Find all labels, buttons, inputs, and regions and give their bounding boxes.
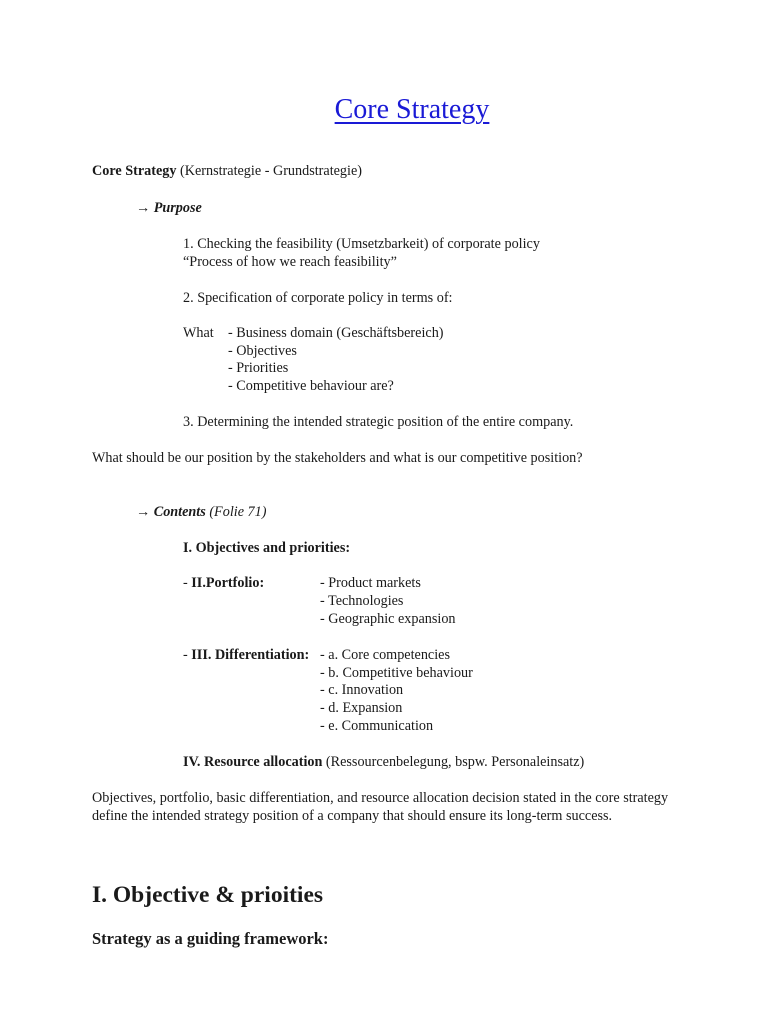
differentiation-item-expansion: - d. Expansion bbox=[320, 700, 403, 716]
differentiation-item-communication: - e. Communication bbox=[320, 718, 434, 734]
what-item-objectives: - Objectives bbox=[228, 343, 297, 359]
what-item-competitive-behaviour: - Competitive behaviour are? bbox=[228, 378, 394, 394]
differentiation-label bbox=[183, 647, 309, 665]
portfolio-item-technologies: - Technologies bbox=[320, 593, 404, 609]
stakeholder-question: What should be our position by the stakeholders and what is our competitive position? bbox=[92, 450, 583, 466]
differentiation-label-text: III. Differentiation: bbox=[191, 647, 310, 663]
resource-allocation-rest: (Ressourcenbelegung, bspw. Personaleinsatz) bbox=[322, 754, 585, 770]
differentiation-item-innovation: - c. Innovation bbox=[320, 682, 404, 698]
objectives-priorities-item: I. Objectives and priorities: bbox=[183, 540, 351, 556]
summary-paragraph: Objectives, portfolio, basic differentiation, and resource allocation decision stated in the core strategy define the intended strategy position of a company that should ensure its long-term success. bbox=[92, 790, 669, 824]
purpose-item-1-line-1: 1. Checking the feasibility (Umsetzbarkeit) of corporate policy bbox=[183, 236, 540, 252]
portfolio-item-product-markets: - Product markets bbox=[320, 575, 421, 591]
purpose-heading bbox=[136, 200, 202, 218]
purpose-item-2: 2. Specification of corporate policy in terms of: bbox=[183, 290, 453, 306]
contents-label: Contents bbox=[153, 504, 206, 520]
section-heading: I. Objective & prioities bbox=[92, 882, 324, 908]
portfolio-label-text: II.Portfolio: bbox=[191, 575, 265, 591]
contents-heading bbox=[136, 504, 266, 522]
contents-note: (Folie 71) bbox=[205, 504, 267, 520]
intro-rest: (Kernstrategie - Grundstrategie) bbox=[176, 163, 362, 179]
portfolio-label bbox=[183, 575, 264, 593]
arrow-right-icon: → bbox=[136, 504, 151, 520]
portfolio-prefix: - bbox=[183, 575, 192, 591]
portfolio-item-geographic-expansion: - Geographic expansion bbox=[320, 611, 456, 627]
purpose-item-3: 3. Determining the intended strategic position of the entire company. bbox=[183, 414, 574, 430]
intro-bold: Core Strategy bbox=[92, 163, 177, 179]
what-item-business-domain: - Business domain (Geschäftsbereich) bbox=[228, 325, 444, 341]
differentiation-item-core-competencies: - a. Core competencies bbox=[320, 647, 450, 663]
purpose-label: Purpose bbox=[153, 200, 202, 216]
what-item-priorities: - Priorities bbox=[228, 360, 289, 376]
page-title[interactable] bbox=[0, 92, 768, 128]
page-title-link[interactable]: Core Strategy bbox=[334, 94, 490, 125]
section-subheading: Strategy as a guiding framework: bbox=[92, 929, 329, 948]
resource-allocation-item bbox=[183, 754, 584, 772]
arrow-right-icon: → bbox=[136, 200, 151, 216]
intro-line bbox=[92, 163, 362, 181]
differentiation-item-competitive-behaviour: - b. Competitive behaviour bbox=[320, 665, 473, 681]
purpose-item-1-line-2: “Process of how we reach feasibility” bbox=[183, 254, 397, 270]
differentiation-prefix: - bbox=[183, 647, 192, 663]
resource-allocation-bold: IV. Resource allocation bbox=[183, 754, 323, 770]
what-label: What bbox=[183, 325, 214, 341]
